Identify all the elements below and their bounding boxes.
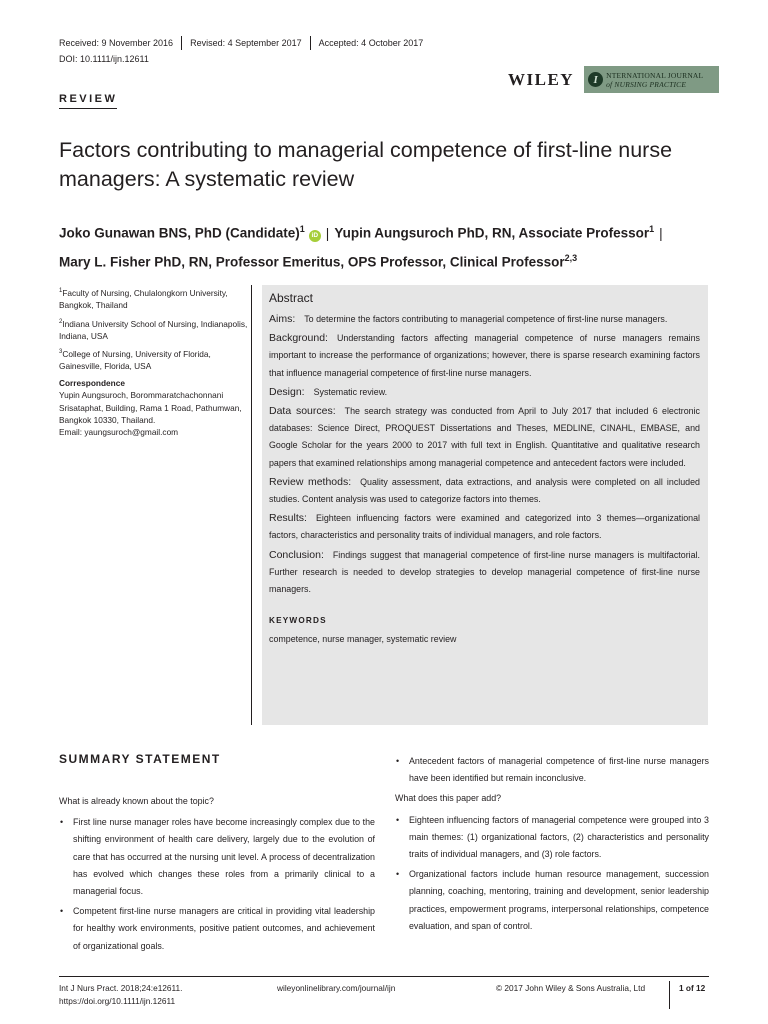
abstract-heading: Abstract (269, 291, 314, 305)
abstract-box (262, 285, 708, 725)
affiliations-column (59, 285, 249, 439)
doi[interactable]: DOI: 10.1111/ijn.12611 (59, 54, 149, 64)
abstract-results: Results: Eighteen influencing factors were examined and categorized into 3 themes—organizational factors, characteristics and personality traits of individual managers, and role factors. (269, 512, 700, 541)
article-dates (59, 36, 423, 50)
author-3[interactable]: Mary L. Fisher PhD, RN, Professor Emeritus, OPS Professor, Clinical Professor (59, 254, 565, 269)
abstract-conclusion: Conclusion: Findings suggest that managerial competence of first-line nurse managers is multifactorial. Further research is needed to develop strategies to develop managerial competence of first-line nurse managers. (269, 548, 700, 595)
author-separator: | (325, 225, 330, 241)
author-1[interactable]: Joko Gunawan BNS, PhD (Candidate) (59, 225, 300, 241)
known-question: What is already known about the topic? (59, 796, 214, 806)
list-item: • Competent first-line nurse managers are critical in providing vital leadership for healthy work environments, positive patient outcomes, and achievement of organizational goals. (59, 903, 375, 955)
journal-name-line2: of NURSING PRACTICE (606, 79, 687, 89)
keywords: competence, nurse manager, systematic review (269, 634, 457, 645)
summary-heading: SUMMARY STATEMENT (59, 752, 221, 766)
section-label: REVIEW (59, 93, 117, 109)
journal-logo (584, 66, 719, 93)
page-footer (59, 976, 709, 1008)
doi-link[interactable]: https://doi.org/10.1111/ijn.12611 (59, 995, 176, 1006)
list-item: • First line nurse manager roles have become increasingly complex due to the shifting environment of health care delivery, largely due to the evolution of care that has occurred at the nursing unit level. A process of decentralization has evolved which changes these roles from a primarily clinical to a managerial focus. (59, 814, 375, 900)
revised-date: Revised: 4 September 2017 (190, 38, 302, 48)
correspondence-email[interactable]: Email: yaungsuroch@gmail.com (59, 427, 179, 438)
affiliation-3: $^3$College of Nursing, University of Florida, Gainesville, Florida, USA (59, 348, 211, 372)
publisher-banner (508, 66, 719, 93)
copyright: © 2017 John Wiley & Sons Australia, Ltd (496, 983, 646, 993)
known-list-continued (395, 753, 709, 787)
abstract-background: Background: Understanding factors affecting managerial competence of nurse managers remains important to increase the performance of organizations; however, there is sparse research examining factors that influence managerial competence of first-line nurse managers. (269, 332, 700, 378)
footer-divider (669, 981, 670, 1009)
author-3-affiliation: 2,3 (564, 252, 578, 263)
author-separator: | (659, 225, 663, 241)
abstract-aims: Aims: To determine the factors contributing to managerial competence of first-line nurse managers. (269, 313, 668, 325)
keywords-heading: KEYWORDS (269, 616, 327, 626)
journal-name-line1: NTERNATIONAL JOURNAL (606, 70, 704, 80)
received-date: Received: 9 November 2016 (59, 38, 174, 48)
known-list (59, 814, 375, 955)
affiliation-2: $^2$Indiana University School of Nursing, Indianapolis, Indiana, USA (59, 318, 248, 341)
accepted-date: Accepted: 4 October 2017 (318, 38, 424, 48)
abstract-data-sources: Data sources: The search strategy was conducted from April to July 2017 that included 6 electronic databases: Science Direct, PROQUEST Dissertations and Theses, MEDLINE, CINAHL, EMBASE, and Google Scholar for the years 2000 to 2017 with full text in English. Quantitative and qualitative research papers that examined relationships among managerial competence and antecedent factors were included. (269, 405, 700, 468)
list-item: • Organizational factors include human resource management, succession planning, coaching, mentoring, training and development, senior leadership practices, empowerment programs, interpersonal relationships, competence evaluation, and span of control. (395, 866, 709, 935)
article-title: Factors contributing to managerial competence of first-line nurse managers: A systematic review (59, 138, 673, 191)
date-divider (181, 36, 182, 50)
column-divider (251, 285, 252, 725)
adds-question: What does this paper add? (395, 793, 502, 804)
correspondence-address: Yupin Aungsuroch, Borommaratchachonnani Srisataphat, Building, Rama 1 Road, Pathumwan, Bangkok 10330, Thailand. (59, 390, 242, 425)
date-divider (310, 36, 311, 50)
orcid-icon[interactable]: iD (309, 230, 321, 242)
correspondence-heading: Correspondence (59, 377, 125, 388)
list-item: • Antecedent factors of managerial competence of first-line nurse managers have been identified but remain inconclusive. (395, 753, 709, 787)
author-list (59, 217, 729, 274)
summary-right-column (395, 753, 709, 938)
journal-site-link[interactable]: wileyonlinelibrary.com/journal/ijn (277, 983, 396, 993)
wiley-logo: WILEY (508, 69, 575, 89)
citation: Int J Nurs Pract. 2018;24:e12611. (59, 983, 183, 993)
adds-list (395, 812, 709, 935)
list-item: • Eighteen influencing factors of managerial competence were grouped into 3 main themes: (1) organizational factors, (2) characteristics and personality traits of individual managers, and (3) role factors. (395, 812, 709, 864)
author-2-affiliation: 1 (649, 224, 655, 234)
abstract-design: Design: Systematic review. (269, 385, 388, 398)
author-2[interactable]: Yupin Aungsuroch PhD, RN, Associate Professor (334, 225, 650, 241)
affiliation-1: $^1$Faculty of Nursing, Chulalongkorn University, Bangkok, Thailand (59, 287, 228, 311)
summary-left-column (59, 793, 375, 958)
author-1-affiliation: 1 (299, 224, 305, 234)
page-number: 1 of 12 (679, 983, 706, 993)
journal-seal-icon: I (588, 72, 603, 87)
abstract-review-methods: Review methods: Quality assessment, data extractions, and analysis were completed on all included studies. Content analysis was used to categorize factors into themes. (269, 475, 700, 505)
